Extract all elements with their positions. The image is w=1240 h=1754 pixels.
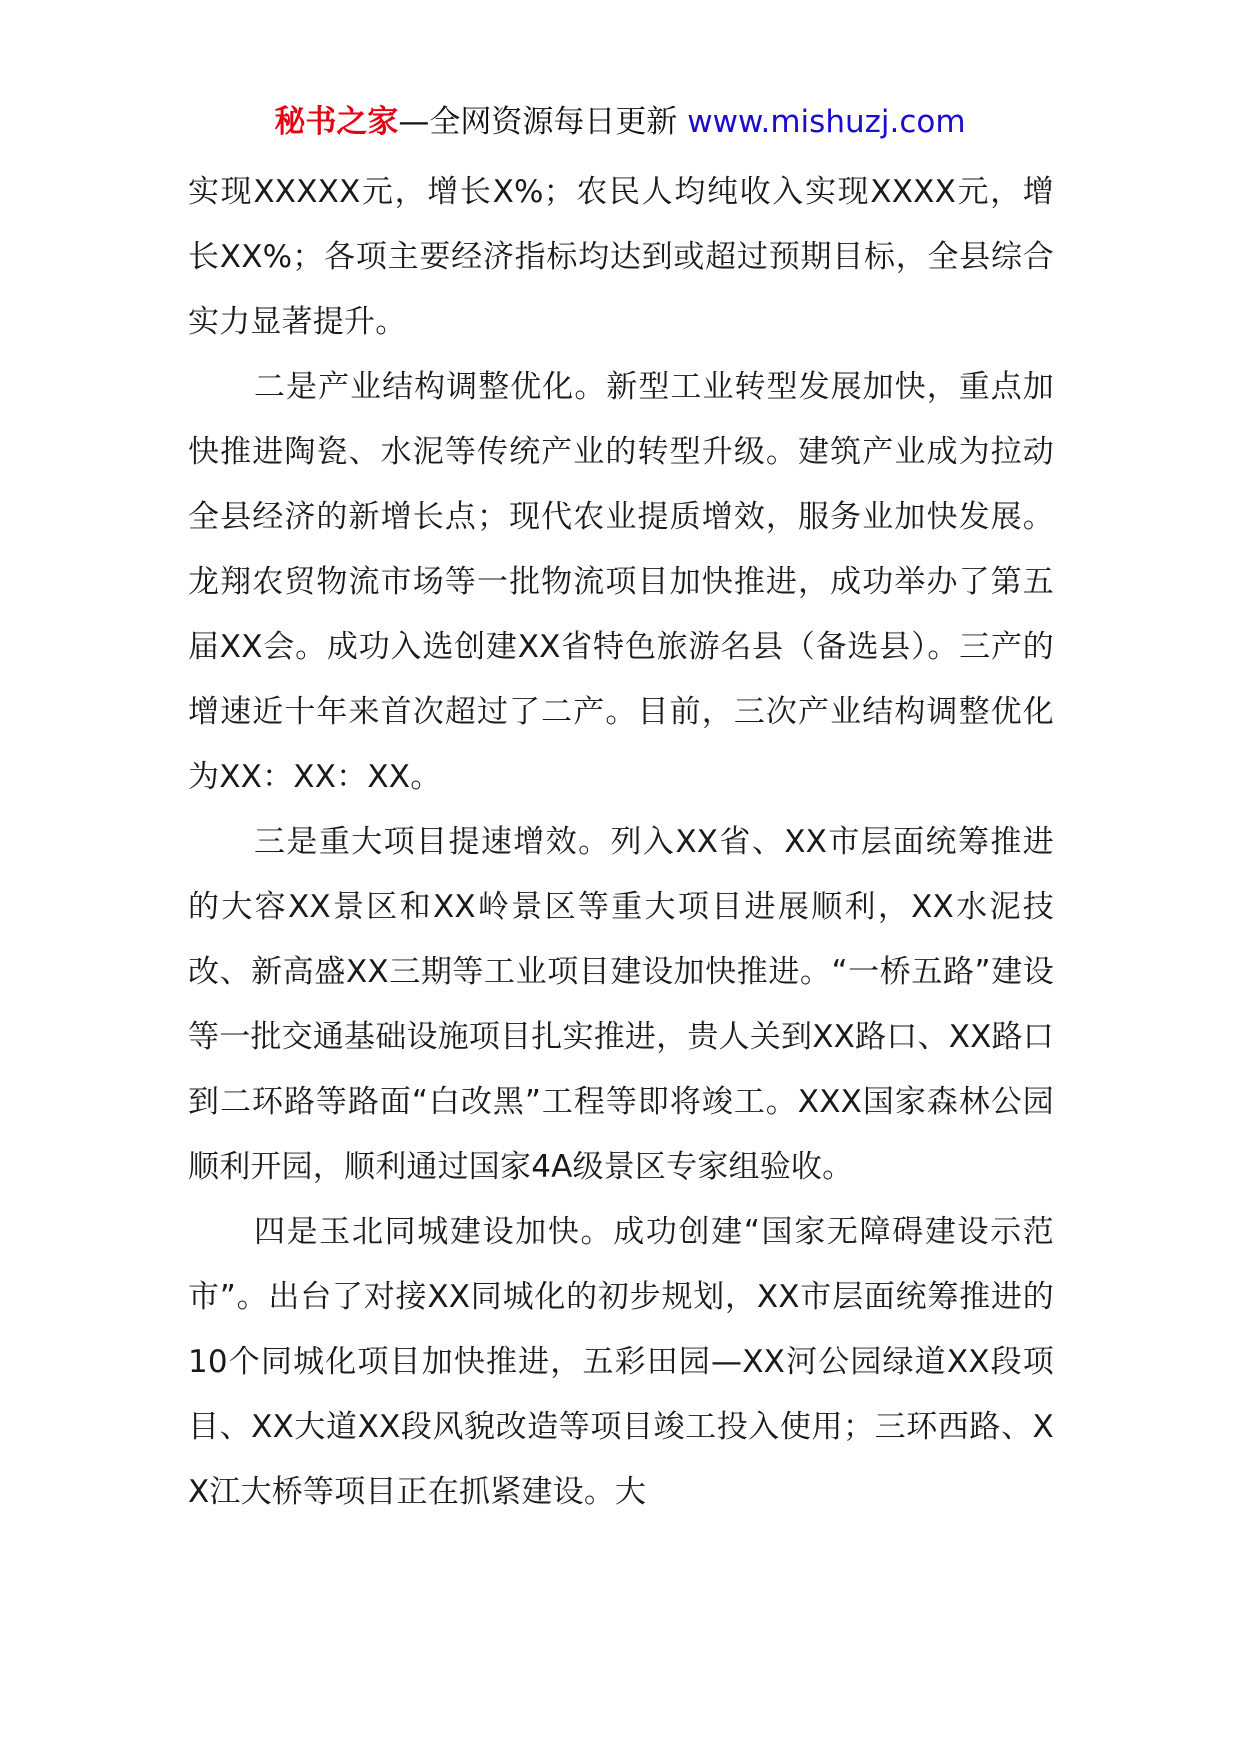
site-url-link[interactable]: www.mishuzj.com (687, 104, 966, 140)
header-tagline: —全网资源每日更新 (398, 104, 688, 140)
page-header (0, 100, 1240, 144)
document-body (188, 160, 1054, 1525)
brand-name: 秘书之家 (274, 104, 399, 140)
paragraph-continuation: 实现XXXXX元，增长X%；农民人均纯收入实现XXXX元，增长XX%；各项主要经济指标均达到或超过预期目标，全县综合实力显著提升。 (188, 174, 1054, 340)
paragraph-major-projects: 三是重大项目提速增效。列入XX省、XX市层面统筹推进的大容XX景区和XX岭景区等重大项目进展顺利，XX水泥技改、新高盛XX三期等工业项目建设加快推进。“一桥五路”建设等一批交通基础设施项目扎实推进，贵人关到XX路口、XX路口到二环路等路面“白改黑”工程等即将竣工。XXX国家森林公园顺利开园，顺利通过国家4A级景区专家组验收。 (188, 824, 1054, 1185)
paragraph-city-integration: 四是玉北同城建设加快。成功创建“国家无障碍建设示范市”。出台了对接XX同城化的初步规划，XX市层面统筹推进的10个同城化项目加快推进，五彩田园—XX河公园绿道XX段项目、XX大道XX段风貌改造等项目竣工投入使用；三环西路、XX江大桥等项目正在抓紧建设。大 (188, 1214, 1054, 1510)
paragraph-industry-structure: 二是产业结构调整优化。新型工业转型发展加快，重点加快推进陶瓷、水泥等传统产业的转型升级。建筑产业成为拉动全县经济的新增长点；现代农业提质增效，服务业加快发展。龙翔农贸物流市场等一批物流项目加快推进，成功举办了第五届XX会。成功入选创建XX省特色旅游名县（备选县）。三产的增速近十年来首次超过了二产。目前，三次产业结构调整优化为XX：XX：XX。 (188, 369, 1054, 795)
